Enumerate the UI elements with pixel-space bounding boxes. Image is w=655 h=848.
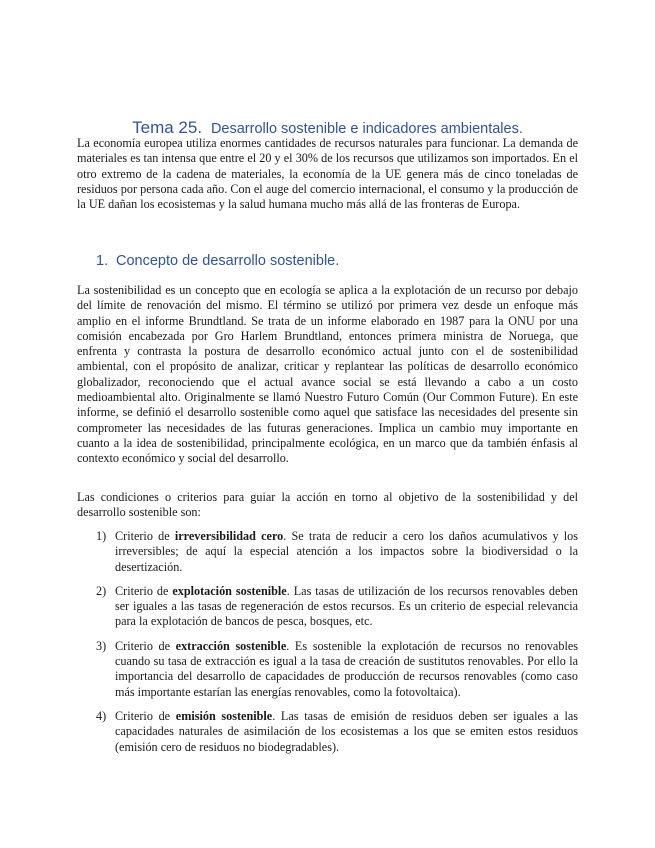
section-paragraph-1: La sostenibilidad es un concepto que en ecología se aplica a la explotación de un recurso por debajo del límite de renovación del mismo. El término se utilizó por primera vez desde un enfoque más amplio en el informe Brundtland. Se trata de un informe elaborado en 1987 para la ONU por una comisión encabezada por Gro Harlem Brundtland, entonces primera ministra de Noruega, que enfrenta y contrasta la postura de desarrollo económico actual junto con el de sostenibilidad ambiental, con el propósito de analizar, criticar y replantear las políticas de desarrollo económico globalizador, reconociendo que el actual avance social se está llevando a cabo a un costo medioambiental alto. Originalmente se llamó Nuestro Futuro Común (Our Common Future). En este informe, se definió el desarrollo sostenible como aquel que satisface las necesidades del presente sin comprometer las necesidades de las futuras generaciones. Implica un cambio muy importante en cuanto a la idea de sostenibilidad, principalmente ecológica, en un marco que da también énfasis al contexto económico y social del desarrollo. xyxy=(77,283,578,466)
criterion-name: extracción sostenible xyxy=(175,638,287,653)
intro-paragraph: La economía europea utiliza enormes cantidades de recursos naturales para funcionar. La demanda de materiales es tan intensa que entre el 20 y el 30% de los recursos que utilizamos son importados. En el otro extremo de la cadena de materiales, la economía de la UE genera más de cinco toneladas de residuos por persona cada año. Con el auge del comercio internacional, el consumo y la producción de la UE dañan los ecosistemas y la salud humana mucho más allá de las fronteras de Europa. xyxy=(77,136,578,212)
section-heading xyxy=(96,253,339,269)
title-number: Tema 25. xyxy=(132,118,203,137)
criterion-name: emisión sostenible xyxy=(175,708,273,723)
criterion-name: irreversibilidad cero xyxy=(174,529,284,543)
title-text: Desarrollo sostenible e indicadores ambientales. xyxy=(210,121,523,137)
list-item: 3) Criterio de extracción sostenible. Es sostenible la explotación de recursos no renovables cuando su tasa de extracción es igual a la tasa de creación de sustitutos renovables. Por ello la importancia del desarrollo de capacidades de producción de recursos renovables (como caso más importante estarían las energías renovables, como la fotovoltaica). xyxy=(96,638,578,699)
criterion-name: explotación sostenible xyxy=(172,583,287,598)
list-marker: 1) xyxy=(96,529,107,543)
list-item: 2) Criterio de explotación sostenible. Las tasas de utilización de los recursos renovables deben ser iguales a las tasas de regeneración de estos recursos. Es un criterio de especial relevancia para la explotación de bancos de pesca, bosques, etc. xyxy=(96,583,578,629)
list-marker: 3) xyxy=(96,638,107,653)
section-number: 1. xyxy=(96,253,109,269)
criteria-list xyxy=(96,529,578,764)
list-item: 1) Criterio de irreversibilidad cero. Se trata de reducir a cero los daños acumulativos y los irreversibles; de aquí la especial atención a los impactos sobre la biodiversidad o la desertización. xyxy=(96,529,578,574)
list-marker: 2) xyxy=(96,583,107,598)
list-item: 4) Criterio de emisión sostenible. Las tasas de emisión de residuos deben ser iguales a las capacidades naturales de asimilación de los ecosistemas a los que se emiten estos residuos (emisión cero de residuos no biodegradables). xyxy=(96,708,579,754)
list-marker: 4) xyxy=(96,708,107,723)
section-paragraph-2: Las condiciones o criterios para guiar la acción en torno al objetivo de la sostenibilidad y del desarrollo sostenible son: xyxy=(77,490,578,520)
section-heading-text: Concepto de desarrollo sostenible. xyxy=(116,253,340,269)
